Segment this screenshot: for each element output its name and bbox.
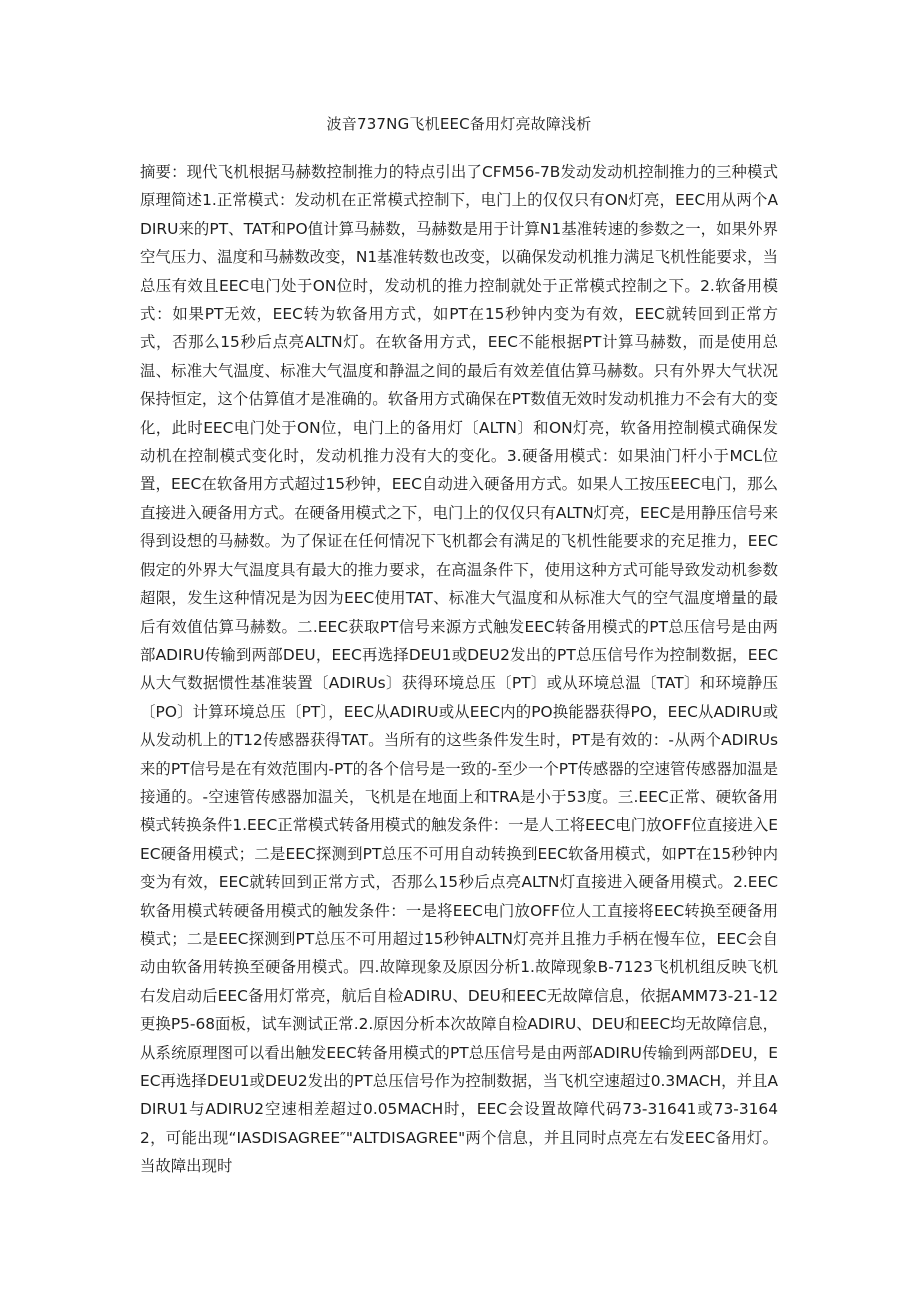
document-title: 波音737NG飞机EEC备用灯亮故障浅析: [326, 115, 592, 133]
document-body-text: 摘要：现代飞机根据马赫数控制推力的特点引出了CFM56-7B发动发动机控制推力的三种模式原理简述1.正常模式：发动机在正常模式控制下，电门上的仅仅只有ON灯亮，EEC用从两个ADIRU来的PT、TAT和PO值计算马赫数，马赫数是用于计算N1基准转速的参数之一，如果外界空气压力、温度和马赫数改变，N1基准转数也改变，以确保发动机推力满足飞机性能要求，当总压有效且EEC电门处于ON位时，发动机的推力控制就处于正常模式控制之下。2.软备用模式：如果PT无效，EEC转为软备用方式，如PT在15秒钟内变为有效，EEC就转回到正常方式，否那么15秒后点亮ALTN灯。在软备用方式，EEC不能根据PT计算马赫数，而是使用总温、标准大气温度、标准大气温度和静温之间的最后有效差值估算马赫数。只有外界大气状况保持恒定，这个估算值才是准确的。软备用方式确保在PT数值无效时发动机推力不会有大的变化，此时EEC电门处于ON位，电门上的备用灯〔ALTN〕和ON灯亮，软备用控制模式确保发动机在控制模式变化时，发动机推力没有大的变化。3.硬备用模式：如果油门杆小于MCL位置，EEC在软备用方式超过15秒钟，EEC自动进入硬备用方式。如果人工按压EEC电门，那么直接进入硬备用方式。在硬备用模式之下，电门上的仅仅只有ALTN灯亮，EEC是用静压信号来得到设想的马赫数。为了保证在任何情况下飞机都会有满足的飞机性能要求的充足推力，EEC假定的外界大气温度具有最大的推力要求，在高温条件下，使用这种方式可能导致发动机参数超限，发生这种情况是为因为EEC使用TAT、标准大气温度和从标准大气的空气温度增量的最后有效值估算马赫数。二.EEC获取PT信号来源方式触发EEC转备用模式的PT总压信号是由两部ADIRU传输到两部DEU，EEC再选择DEU1或DEU2发出的PT总压信号作为控制数据，EEC从大气数据惯性基准装置〔ADIRUs〕获得环境总压〔PT〕或从环境总温〔TAT〕和环境静压〔PO〕计算环境总压〔PT〕，EEC从ADIRU或从EEC内的PO换能器获得PO，EEC从ADIRU或从发动机上的T12传感器获得TAT。当所有的这些条件发生时，PT是有效的：-从两个ADIRUs来的PT信号是在有效范围内-PT的各个信号是一致的-至少一个PT传感器的空速管传感器加温是接通的。-空速管传感器加温关，飞机是在地面上和TRA是小于53度。三.EEC正常、硬软备用模式转换条件1.EEC正常模式转备用模式的触发条件：一是人工将EEC电门放OFF位直接进入EEC硬备用模式；二是EEC探测到PT总压不可用自动转换到EEC软备用模式，如PT在15秒钟内变为有效，EEC就转回到正常方式，否那么15秒后点亮ALTN灯直接进入硬备用模式。2.EEC软备用模式转硬备用模式的触发条件：一是将EEC电门放OFF位人工直接将EEC转换至硬备用模式；二是EEC探测到PT总压不可用超过15秒钟ALTN灯亮并且推力手柄在慢车位，EEC会自动由软备用转换至硬备用模式。四.故障现象及原因分析1.故障现象B-7123飞机机组反映飞机右发启动后EEC备用灯常亮，航后自检ADIRU、DEU和EEC无故障信息，依据AMM73-21-12更换P5-68面板，试车测试正常.2.原因分析本次故障自检ADIRU、DEU和EEC均无故障信息，从系统原理图可以看出触发EEC转备用模式的PT总压信号是由两部ADIRU传输到两部DEU，EEC再选择DEU1或DEU2发出的PT总压信号作为控制数据，当飞机空速超过0.3MACH，并且ADIRU1与ADIRU2空速相差超过0.05MACH时，EEC会设置故障代码73-31641或73-31642，可能出现“IASDISAGREE″"ALTDISAGREE"两个信息，并且同时点亮左右发EEC备用灯。当故障出现时: [140, 163, 778, 1176]
